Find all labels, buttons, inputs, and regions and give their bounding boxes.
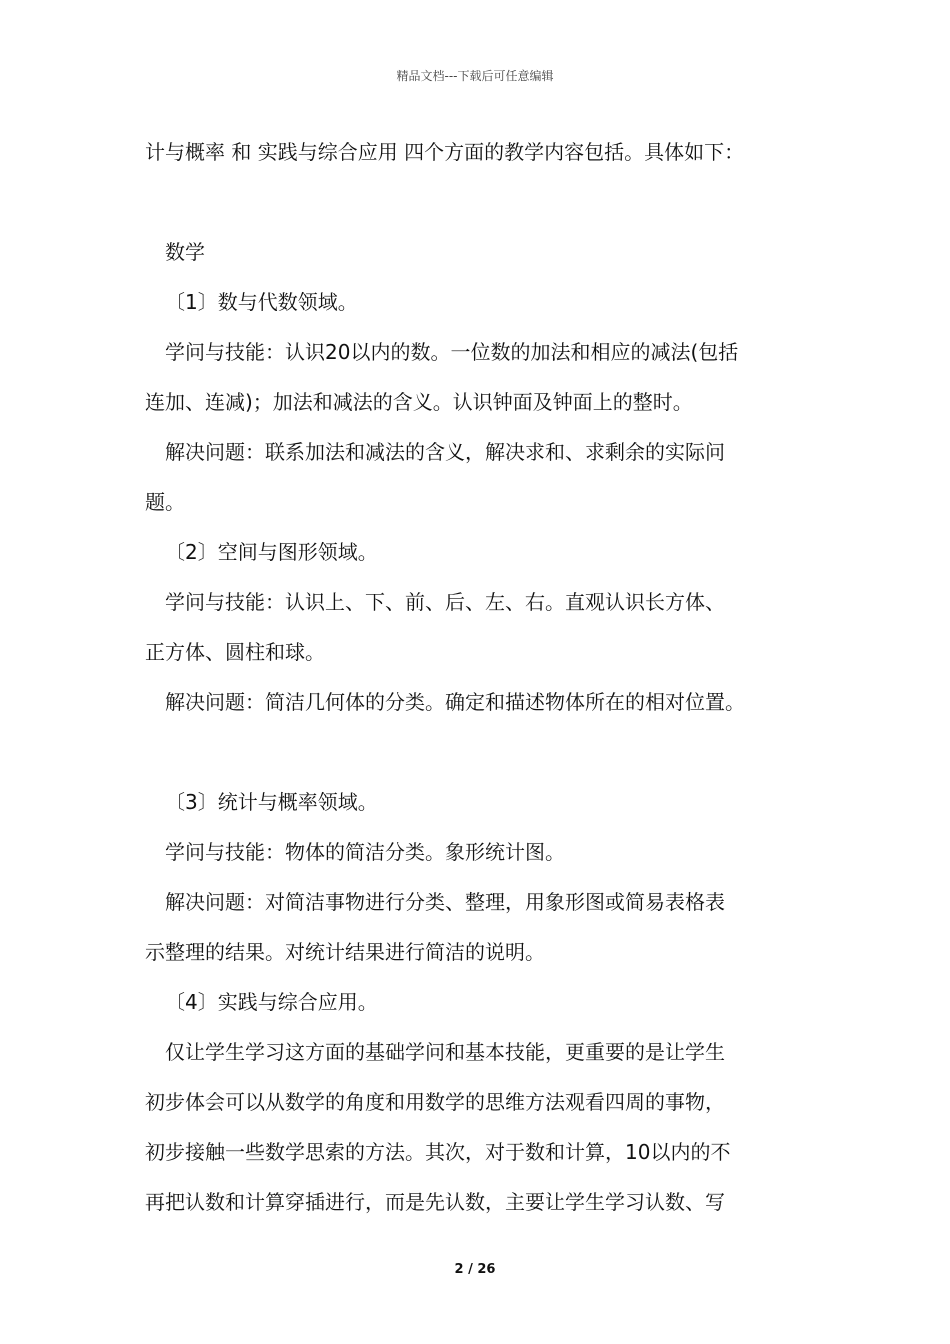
text-line: 正方体、圆柱和球。 <box>145 640 325 664</box>
text-line: 初步接触一些数学思索的方法。其次，对于数和计算，10以内的不 <box>145 1140 731 1164</box>
text-line: 初步体会可以从数学的角度和用数学的思维方法观看四周的事物， <box>145 1090 725 1114</box>
text-line: 〔3〕统计与概率领域。 <box>165 790 378 814</box>
text-line: 计与概率 和 实践与综合应用 四个方面的教学内容包括。具体如下： <box>145 140 745 164</box>
text-line: 仅让学生学习这方面的基础学问和基本技能，更重要的是让学生 <box>165 1040 725 1064</box>
text-line: 解决问题：简洁几何体的分类。确定和描述物体所在的相对位置。 <box>165 690 745 714</box>
text-line: 〔1〕数与代数领域。 <box>165 290 358 314</box>
page-header: 精品文档---下载后可任意编辑 <box>396 69 554 83</box>
page-number: 2 / 26 <box>454 1262 496 1277</box>
text-line: 学问与技能：认识20以内的数。一位数的加法和相应的减法(包括 <box>165 340 739 364</box>
text-line: 〔2〕空间与图形领域。 <box>165 540 378 564</box>
text-line: 学问与技能：认识上、下、前、后、左、右。直观认识长方体、 <box>165 590 725 614</box>
text-line: 数学 <box>165 240 205 264</box>
text-line: 解决问题：对简洁事物进行分类、整理，用象形图或简易表格表 <box>165 890 725 914</box>
text-line: 解决问题：联系加法和减法的含义，解决求和、求剩余的实际问 <box>165 440 725 464</box>
text-line: 〔4〕实践与综合应用。 <box>165 990 378 1014</box>
text-line: 连加、连减)；加法和减法的含义。认识钟面及钟面上的整时。 <box>145 390 693 414</box>
text-line: 学问与技能：物体的简洁分类。象形统计图。 <box>165 840 565 864</box>
text-line: 再把认数和计算穿插进行，而是先认数，主要让学生学习认数、写 <box>145 1190 725 1214</box>
text-line: 题。 <box>145 490 185 514</box>
text-line: 示整理的结果。对统计结果进行简洁的说明。 <box>145 940 545 964</box>
